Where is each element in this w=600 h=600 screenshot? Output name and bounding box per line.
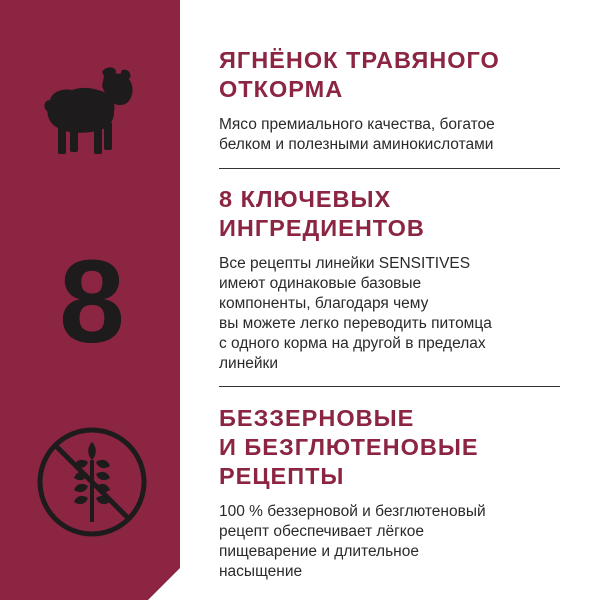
feature-grain-free xyxy=(219,404,569,582)
feature-title: 8 КЛЮЧЕВЫХ ИНГРЕДИЕНТОВ xyxy=(219,186,425,241)
lamb-icon xyxy=(42,62,138,158)
divider xyxy=(219,386,560,387)
feature-description: 100 % беззерновой и безглютеновый рецепт обеспечивает лёгкое пищеварение и длительное насыщение xyxy=(219,503,486,580)
feature-lamb xyxy=(219,46,569,155)
feature-description: Все рецепты линейки SENSITIVES имеют одинаковые базовые компоненты, благодаря чему вы можете легко переводить питомца с одного корма на другой в пределах линейки xyxy=(219,255,492,372)
feature-title: ЯГНЁНОК ТРАВЯНОГО ОТКОРМА xyxy=(219,47,500,102)
number-eight-icon xyxy=(44,242,140,354)
badge-eight: 8 xyxy=(59,242,125,354)
feature-title: БЕЗЗЕРНОВЫЕ И БЕЗГЛЮТЕНОВЫЕ РЕЦЕПТЫ xyxy=(219,405,479,489)
feature-ingredients xyxy=(219,185,569,374)
feature-description: Мясо премиального качества, богатое белком и полезными аминокислотами xyxy=(219,116,495,153)
no-grain-icon xyxy=(34,424,150,540)
divider xyxy=(219,168,560,169)
